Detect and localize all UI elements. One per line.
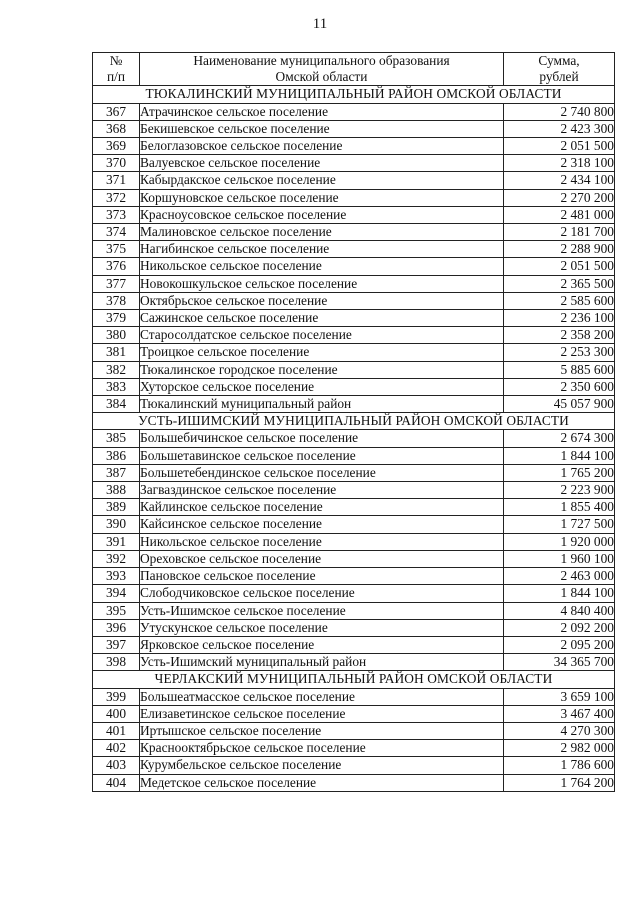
table-row xyxy=(93,619,615,636)
row-number: 383 xyxy=(93,378,140,395)
row-sum: 2 092 200 xyxy=(504,619,615,636)
row-number: 370 xyxy=(93,155,140,172)
row-sum: 2 740 800 xyxy=(504,103,615,120)
row-sum: 2 982 000 xyxy=(504,740,615,757)
row-name: Старосолдатское сельское поселение xyxy=(140,327,504,344)
row-name: Валуевское сельское поселение xyxy=(140,155,504,172)
page-number: 11 xyxy=(312,16,328,32)
table-row xyxy=(93,344,615,361)
row-number: 393 xyxy=(93,568,140,585)
row-name: Пановское сельское поселение xyxy=(140,568,504,585)
row-number: 390 xyxy=(93,516,140,533)
row-number: 391 xyxy=(93,533,140,550)
row-number: 401 xyxy=(93,722,140,739)
row-name: Большебичинское сельское поселение xyxy=(140,430,504,447)
table-row xyxy=(93,688,615,705)
row-name: Иртышское сельское поселение xyxy=(140,722,504,739)
table-row xyxy=(93,258,615,275)
row-sum: 2 481 000 xyxy=(504,206,615,223)
row-name: Медетское сельское поселение xyxy=(140,774,504,791)
row-name: Загваздинское сельское поселение xyxy=(140,482,504,499)
row-name: Кабырдакское сельское поселение xyxy=(140,172,504,189)
row-number: 385 xyxy=(93,430,140,447)
table-row xyxy=(93,740,615,757)
row-sum: 2 585 600 xyxy=(504,292,615,309)
table-row xyxy=(93,482,615,499)
row-name: Кайлинское сельское поселение xyxy=(140,499,504,516)
row-number: 396 xyxy=(93,619,140,636)
row-number: 381 xyxy=(93,344,140,361)
table-row xyxy=(93,241,615,258)
table-row xyxy=(93,499,615,516)
table-row xyxy=(93,464,615,481)
table-row xyxy=(93,327,615,344)
row-name: Утускунское сельское поселение xyxy=(140,619,504,636)
row-sum: 2 095 200 xyxy=(504,636,615,653)
row-sum: 2 051 500 xyxy=(504,138,615,155)
table-row xyxy=(93,430,615,447)
row-number: 387 xyxy=(93,464,140,481)
row-sum: 1 764 200 xyxy=(504,774,615,791)
row-number: 371 xyxy=(93,172,140,189)
row-sum: 1 844 100 xyxy=(504,585,615,602)
row-name: Новокошкульское сельское поселение xyxy=(140,275,504,292)
table-row xyxy=(93,396,615,413)
section-header-row xyxy=(93,86,615,103)
table-header-row xyxy=(93,53,615,86)
row-name: Никольское сельское поселение xyxy=(140,258,504,275)
row-number: 379 xyxy=(93,310,140,327)
row-number: 372 xyxy=(93,189,140,206)
row-sum: 2 270 200 xyxy=(504,189,615,206)
table-row xyxy=(93,585,615,602)
table-row xyxy=(93,568,615,585)
row-sum: 4 270 300 xyxy=(504,722,615,739)
table-row xyxy=(93,533,615,550)
row-sum: 2 236 100 xyxy=(504,310,615,327)
row-sum: 1 844 100 xyxy=(504,447,615,464)
row-sum: 2 463 000 xyxy=(504,568,615,585)
row-number: 403 xyxy=(93,757,140,774)
row-number: 376 xyxy=(93,258,140,275)
row-sum: 2 181 700 xyxy=(504,224,615,241)
row-name: Большетавинское сельское поселение xyxy=(140,447,504,464)
row-number: 399 xyxy=(93,688,140,705)
section-title: ЧЕРЛАКСКИЙ МУНИЦИПАЛЬНЫЙ РАЙОН ОМСКОЙ ОБЛАСТИ xyxy=(93,671,615,688)
row-name: Троицкое сельское поселение xyxy=(140,344,504,361)
row-sum: 2 365 500 xyxy=(504,275,615,292)
header-name-line2: Омской области xyxy=(275,69,368,85)
header-name-line1: Наименование муниципального образования xyxy=(193,53,450,68)
row-number: 373 xyxy=(93,206,140,223)
row-sum: 2 423 300 xyxy=(504,120,615,137)
table-row xyxy=(93,138,615,155)
row-name: Елизаветинское сельское поселение xyxy=(140,705,504,722)
row-name: Усть-Ишимский муниципальный район xyxy=(140,654,504,671)
row-name: Краснооктябрьское сельское поселение xyxy=(140,740,504,757)
row-sum: 2 434 100 xyxy=(504,172,615,189)
row-number: 386 xyxy=(93,447,140,464)
row-number: 394 xyxy=(93,585,140,602)
row-name: Хуторское сельское поселение xyxy=(140,378,504,395)
row-number: 402 xyxy=(93,740,140,757)
row-name: Ярковское сельское поселение xyxy=(140,636,504,653)
table-row xyxy=(93,310,615,327)
row-number: 395 xyxy=(93,602,140,619)
header-name xyxy=(140,53,504,86)
table-row xyxy=(93,636,615,653)
table-row xyxy=(93,550,615,567)
row-name: Атрачинское сельское поселение xyxy=(140,103,504,120)
row-name: Слободчиковское сельское поселение xyxy=(140,585,504,602)
row-sum: 1 765 200 xyxy=(504,464,615,481)
table-row xyxy=(93,172,615,189)
header-number xyxy=(93,53,140,86)
row-name: Сажинское сельское поселение xyxy=(140,310,504,327)
row-name: Малиновское сельское поселение xyxy=(140,224,504,241)
row-number: 382 xyxy=(93,361,140,378)
table-row xyxy=(93,516,615,533)
table-row xyxy=(93,361,615,378)
section-header-row xyxy=(93,413,615,430)
table-row xyxy=(93,757,615,774)
header-sum-line2: рублей xyxy=(539,69,579,85)
row-name: Ореховское сельское поселение xyxy=(140,550,504,567)
row-sum: 2 288 900 xyxy=(504,241,615,258)
table-row xyxy=(93,722,615,739)
table-row xyxy=(93,292,615,309)
table-row xyxy=(93,189,615,206)
row-sum: 34 365 700 xyxy=(504,654,615,671)
table-row xyxy=(93,120,615,137)
row-number: 388 xyxy=(93,482,140,499)
row-name: Октябрьское сельское поселение xyxy=(140,292,504,309)
header-number-line1: № xyxy=(109,53,123,68)
row-number: 398 xyxy=(93,654,140,671)
row-sum: 1 855 400 xyxy=(504,499,615,516)
row-name: Бекишевское сельское поселение xyxy=(140,120,504,137)
row-name: Красноусовское сельское поселение xyxy=(140,206,504,223)
table-row xyxy=(93,705,615,722)
row-sum: 2 223 900 xyxy=(504,482,615,499)
table-row xyxy=(93,447,615,464)
allocation-table xyxy=(92,52,615,792)
row-number: 368 xyxy=(93,120,140,137)
row-sum: 5 885 600 xyxy=(504,361,615,378)
row-number: 377 xyxy=(93,275,140,292)
row-number: 400 xyxy=(93,705,140,722)
header-number-line2: п/п xyxy=(106,69,126,85)
row-name: Большеатмасское сельское поселение xyxy=(140,688,504,705)
row-name: Усть-Ишимское сельское поселение xyxy=(140,602,504,619)
row-name: Белоглазовское сельское поселение xyxy=(140,138,504,155)
row-name: Большетебендинское сельское поселение xyxy=(140,464,504,481)
row-number: 369 xyxy=(93,138,140,155)
header-sum xyxy=(504,53,615,86)
row-name: Нагибинское сельское поселение xyxy=(140,241,504,258)
table-row xyxy=(93,206,615,223)
row-sum: 4 840 400 xyxy=(504,602,615,619)
row-number: 380 xyxy=(93,327,140,344)
row-number: 404 xyxy=(93,774,140,791)
row-name: Никольское сельское поселение xyxy=(140,533,504,550)
row-number: 374 xyxy=(93,224,140,241)
row-name: Коршуновское сельское поселение xyxy=(140,189,504,206)
header-sum-line1: Сумма, xyxy=(538,53,580,68)
row-number: 384 xyxy=(93,396,140,413)
table-row xyxy=(93,224,615,241)
row-sum: 2 674 300 xyxy=(504,430,615,447)
row-name: Тюкалинский муниципальный район xyxy=(140,396,504,413)
table-body xyxy=(93,86,615,791)
row-number: 392 xyxy=(93,550,140,567)
row-sum: 1 960 100 xyxy=(504,550,615,567)
section-title: ТЮКАЛИНСКИЙ МУНИЦИПАЛЬНЫЙ РАЙОН ОМСКОЙ ОБЛАСТИ xyxy=(93,86,615,103)
row-sum: 2 350 600 xyxy=(504,378,615,395)
row-name: Курумбельское сельское поселение xyxy=(140,757,504,774)
table-row xyxy=(93,378,615,395)
row-sum: 3 659 100 xyxy=(504,688,615,705)
row-sum: 3 467 400 xyxy=(504,705,615,722)
table-row xyxy=(93,103,615,120)
row-sum: 2 318 100 xyxy=(504,155,615,172)
row-number: 378 xyxy=(93,292,140,309)
table-row xyxy=(93,155,615,172)
table-row xyxy=(93,654,615,671)
row-sum: 2 051 500 xyxy=(504,258,615,275)
row-name: Кайсинское сельское поселение xyxy=(140,516,504,533)
row-sum: 45 057 900 xyxy=(504,396,615,413)
row-sum: 2 253 300 xyxy=(504,344,615,361)
row-sum: 1 727 500 xyxy=(504,516,615,533)
row-number: 367 xyxy=(93,103,140,120)
row-number: 389 xyxy=(93,499,140,516)
table-row xyxy=(93,275,615,292)
table-row xyxy=(93,602,615,619)
table-row xyxy=(93,774,615,791)
row-sum: 1 920 000 xyxy=(504,533,615,550)
row-number: 397 xyxy=(93,636,140,653)
row-sum: 2 358 200 xyxy=(504,327,615,344)
row-sum: 1 786 600 xyxy=(504,757,615,774)
row-name: Тюкалинское городское поселение xyxy=(140,361,504,378)
section-title: УСТЬ-ИШИМСКИЙ МУНИЦИПАЛЬНЫЙ РАЙОН ОМСКОЙ ОБЛАСТИ xyxy=(93,413,615,430)
section-header-row xyxy=(93,671,615,688)
row-number: 375 xyxy=(93,241,140,258)
